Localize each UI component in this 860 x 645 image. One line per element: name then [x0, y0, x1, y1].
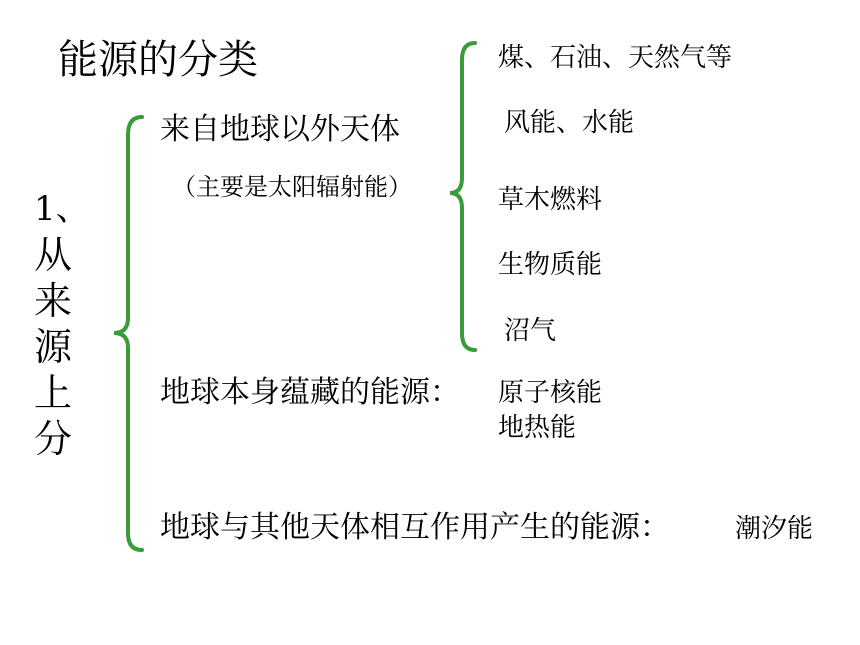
solar-item: 生物质能: [498, 250, 603, 280]
tidal-energy-item: 潮汐能: [735, 514, 814, 544]
solar-item: 煤、石油、天然气等: [498, 43, 733, 73]
solar-item: 沼气: [504, 316, 557, 346]
side-label-char: 上: [34, 371, 73, 415]
side-label-char: 来: [34, 279, 73, 323]
category-external-note: （主要是太阳辐射能）: [172, 173, 412, 201]
solar-item: 风能、水能: [504, 108, 635, 138]
earth-item: 地热能: [498, 413, 577, 443]
side-label-number: 1、: [34, 189, 90, 229]
side-label-char: 源: [34, 325, 73, 369]
category-external: 来自地球以外天体: [160, 112, 400, 147]
solar-brace: [450, 43, 475, 350]
earth-item: 原子核能: [498, 378, 603, 408]
main-brace: [114, 117, 142, 550]
solar-item: 草木燃料: [498, 185, 603, 215]
category-earth: 地球本身蕴藏的能源：: [160, 375, 460, 410]
page-title: 能源的分类: [58, 37, 258, 83]
side-label-char: 从: [34, 233, 73, 277]
side-label-char: 分: [34, 417, 73, 461]
category-interaction: 地球与其他天体相互作用产生的能源：: [160, 510, 670, 545]
